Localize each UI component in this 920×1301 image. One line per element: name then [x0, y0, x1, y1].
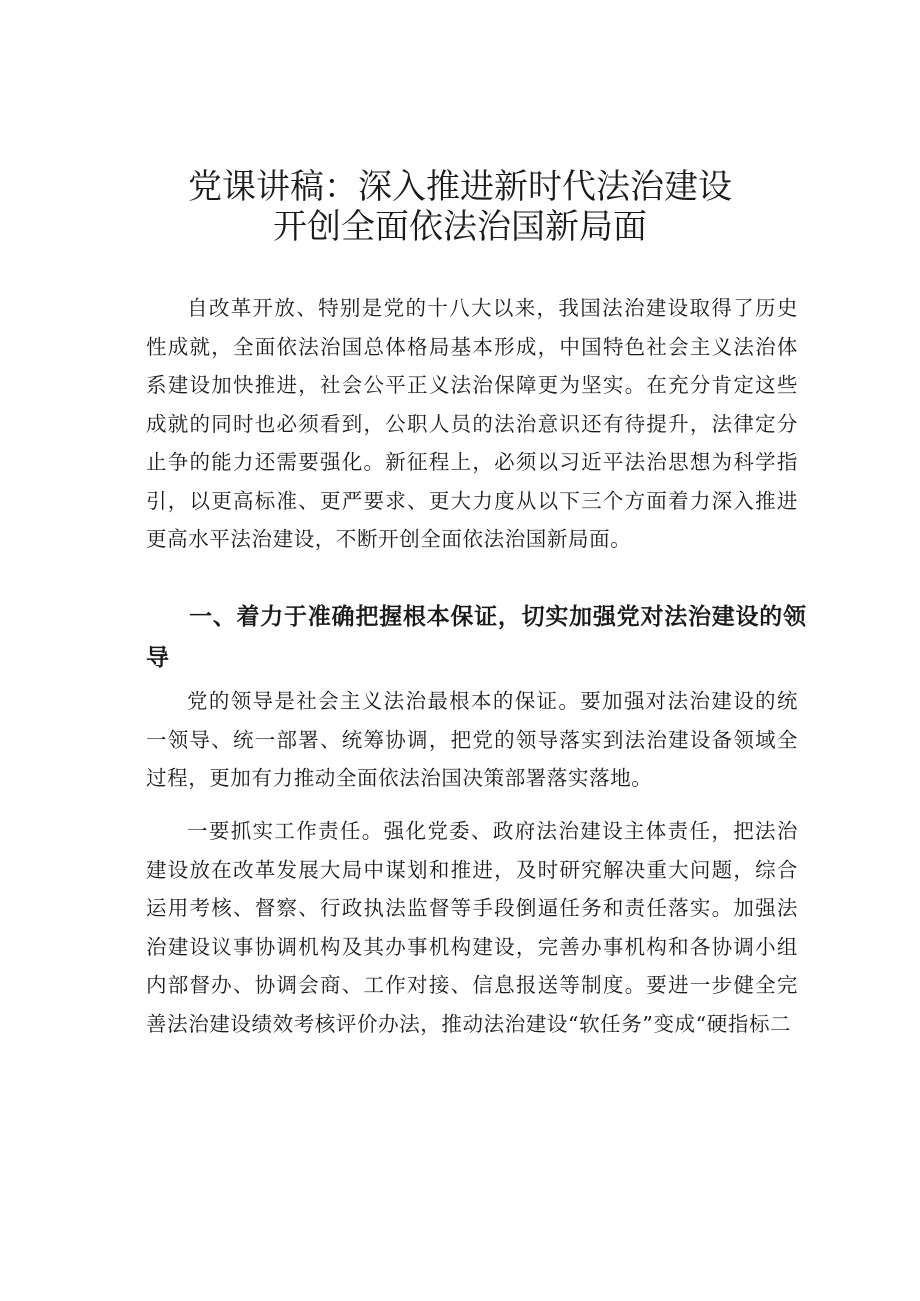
document-title-line2: 开创全面依法治国新局面 [273, 207, 647, 247]
document-title-line1: 党课讲稿：深入推进新时代法治建设 [188, 167, 732, 207]
paragraph-intro: 自改革开放、特别是党的十八大以来，我国法治建设取得了历史性成就，全面依法治国总体格局基本形成，中国特色社会主义法治体系建设加快推进，社会公平正义法治保障更为坚实。在充分肯定这些成就的同时也必须看到，公职人员的法治意识还有待提升，法律定分止争的能力还需要强化。新征程上，必须以习近平法治思想为科学指引，以更高标准、更严要求、更大力度从以下三个方面着力深入推进更高水平法治建设，不断开创全面依法治国新局面。 [146, 296, 798, 551]
section-heading-1: 一、着力于准确把握根本保证，切实加强党对法治建设的领导 [146, 604, 806, 671]
paragraph-leadership: 党的领导是社会主义法治最根本的保证。要加强对法治建设的统一领导、统一部署、统筹协调，把党的领导落实到法治建设备领域全过程，更加有力推动全面依法治国决策部署落实落地。 [146, 689, 798, 790]
paragraph-responsibility: 一要抓实工作责任。强化党委、政府法治建设主体责任，把法治建设放在改革发展大局中谋划和推进，及时研究解决重大问题，综合运用考核、督察、行政执法监督等手段倒逼任务和责任落实。加强法治建设议事协调机构及其办事机构建设，完善办事机构和各协调小组内部督办、协调会商、工作对接、信息报送等制度。要进一步健全完善法治建设绩效考核评价办法，推动法治建设“软任务”变成“硬指标二 [146, 819, 798, 1036]
